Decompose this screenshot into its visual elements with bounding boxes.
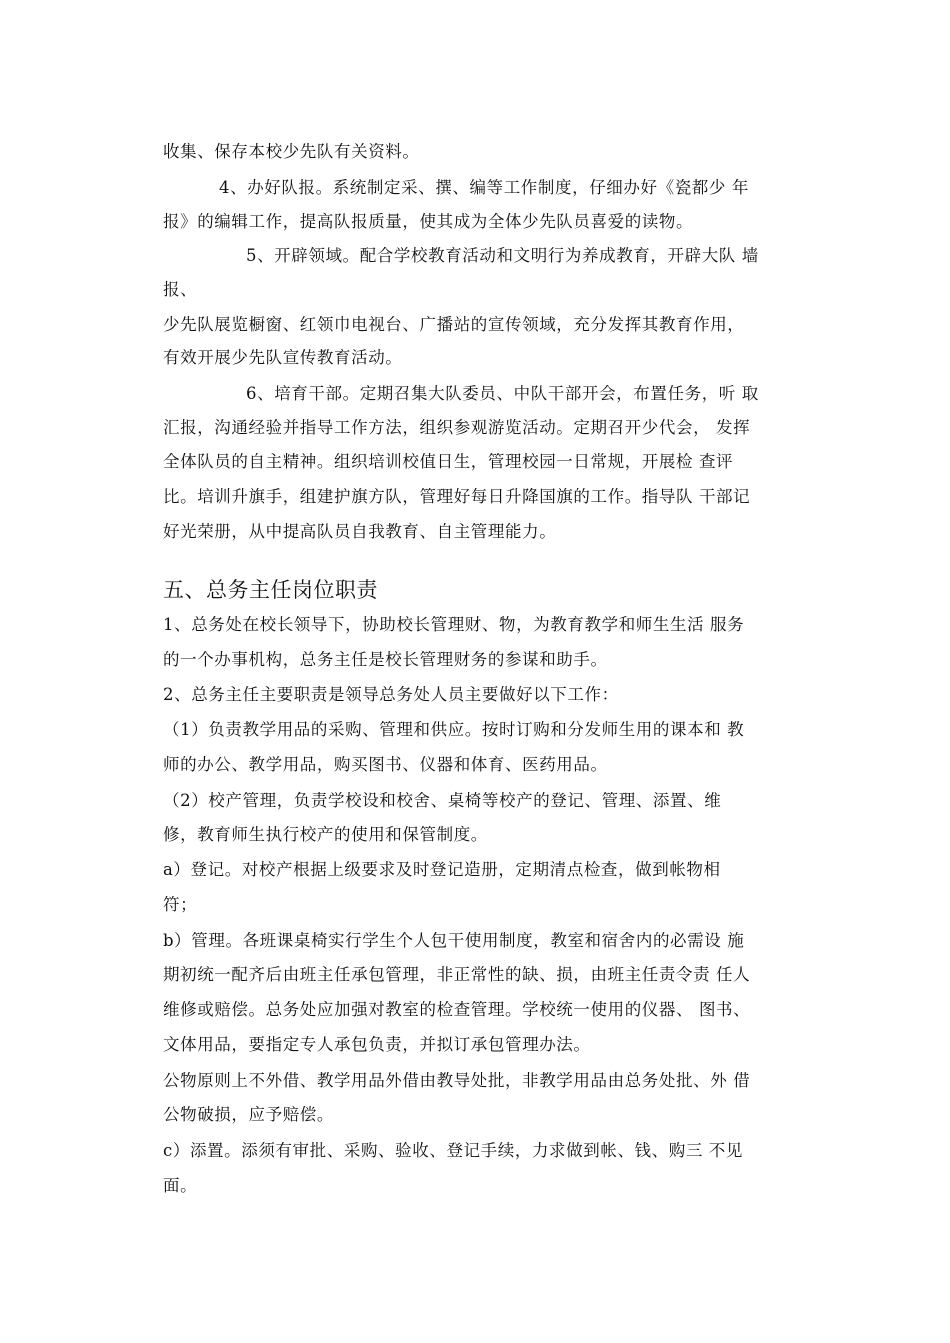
paragraph-line: 有效开展少先队宣传教育活动。 [163,348,403,367]
paragraph-line: c）添置。添须有审批、采购、验收、登记手续，力求做到帐、钱、购三 不见 [163,1141,743,1160]
paragraph-line: 少先队展览橱窗、红领巾电视台、广播站的宣传领域，充分发挥其教育作用， [163,315,745,334]
paragraph-line: 师的办公、教学用品，购买图书、仪器和体育、医药用品。 [163,755,608,774]
paragraph-line: 全体队员的自主精神。组织培训校值日生，管理校园一日常规，开展检 查评 [163,452,734,471]
paragraph-line: 的一个办事机构，总务主任是校长管理财务的参谋和助手。 [163,650,608,669]
paragraph-line: 面。 [163,1176,198,1195]
paragraph-line: 期初统一配齐后由班主任承包管理，非正常性的缺、损，由班主任责令责 任人 [163,965,751,984]
paragraph-line: 维修或赔偿。总务处应加强对教室的检查管理。学校统一使用的仪器、 图书、 [163,1000,751,1019]
paragraph-line: （2）校产管理，负责学校设和校舍、桌椅等校产的登记、管理、添置、维 [163,791,722,810]
paragraph-line: 4、办好队报。系统制定采、撰、编等工作制度，仔细办好《瓷都少 年 [219,178,749,197]
paragraph-line: 报》的编辑工作，提高队报质量，使其成为全体少先队员喜爱的读物。 [163,212,694,231]
paragraph-line: a）登记。对校产根据上级要求及时登记造册，定期清点检查，做到帐物相 [163,860,721,879]
paragraph-line: 汇报，沟通经验并指导工作方法，组织参观游览活动。定期召开少代会， 发挥 [163,418,751,437]
paragraph-line: 文体用品，要指定专人承包负责，并拟订承包管理办法。 [163,1035,591,1054]
paragraph-line: 6、培育干部。定期召集大队委员、中队干部开会，布置任务，听 取 [246,384,759,403]
section-heading: 五、总务主任岗位职责 [163,578,378,602]
paragraph-line: （1）负责教学用品的采购、管理和供应。按时订购和分发师生用的课本和 教 [163,720,745,739]
paragraph-line: 好光荣册，从中提高队员自我教育、自主管理能力。 [163,522,557,541]
paragraph-line: 公物破损，应予赔偿。 [163,1105,334,1124]
paragraph-line: 报、 [163,280,198,299]
paragraph-line: 公物原则上不外借、教学用品外借由教导处批，非教学用品由总务处批、外 借 [163,1071,751,1090]
paragraph-line: 修，教育师生执行校产的使用和保管制度。 [163,825,488,844]
paragraph-line: 5、开辟领域。配合学校教育活动和文明行为养成教育，开辟大队 墙 [246,246,759,265]
paragraph-line: 收集、保存本校少先队有关资料。 [163,142,420,161]
paragraph-line: 比。培训升旗手，组建护旗方队，管理好每日升降国旗的工作。指导队 干部记 [163,487,751,506]
paragraph-line: 符； [163,895,198,914]
paragraph-line: 1、总务处在校长领导下，协助校长管理财、物，为教育教学和师生生活 服务 [163,615,745,634]
paragraph-line: 2、总务主任主要职责是领导总务处人员主要做好以下工作： [163,685,619,704]
paragraph-line: b）管理。各班课桌椅实行学生个人包干使用制度，教室和宿舍内的必需设 施 [163,931,745,950]
